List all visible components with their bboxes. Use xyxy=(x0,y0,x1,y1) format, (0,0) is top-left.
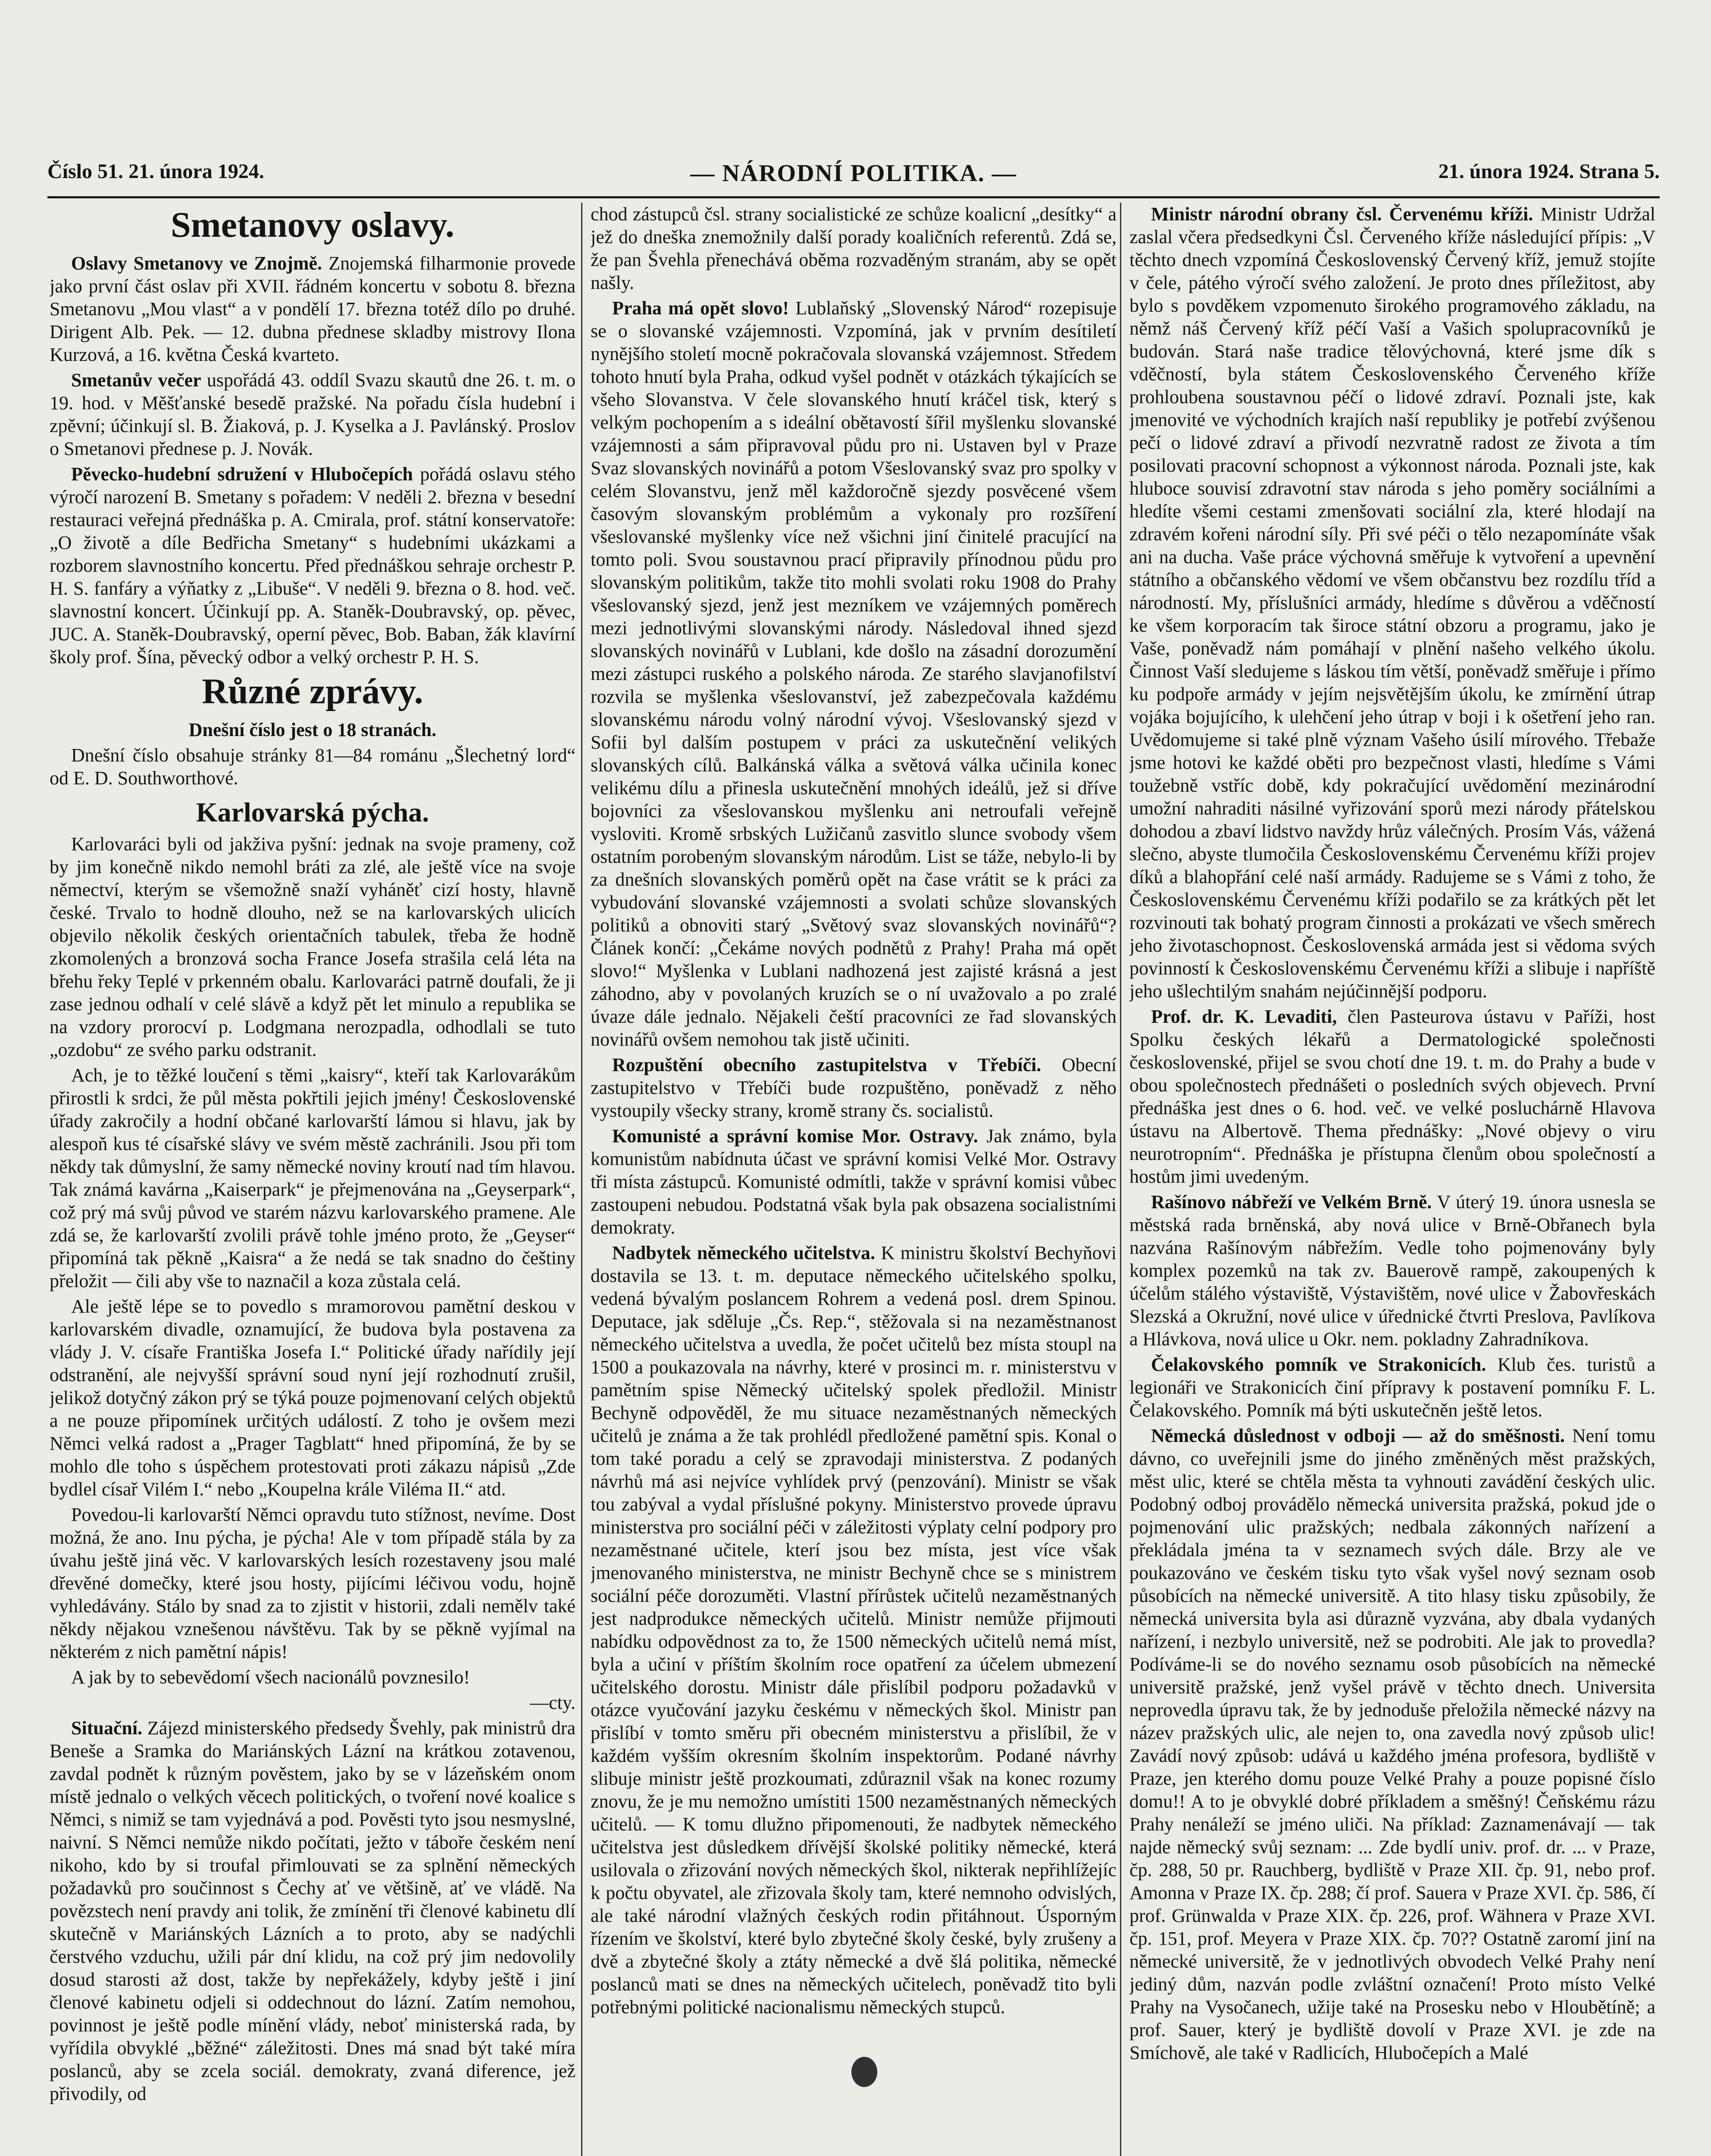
issue-number: Číslo 51. 21. února 1924. xyxy=(47,160,264,183)
article-paragraph: Německá důslednost v odboji — až do směšnosti. Není tomu dávno, co uveřejnili jsme do jiného změněných měst pražských, měst ulic, které se chtěla města ta vyhnouti zavádění českých ulic. Podobný odboj provádělo německá universita pražská, pokud jde o pojmenování ulic pražských; nedbala zákonných nařízení a překládala jména ta v seznamech svých dále. Brzy ale ve poukazováno ve českém tisku tyto však vyšel nový seznam osob působících na německé universitě. A tito hlasy tisku způsobily, že německá universita byla asi důrazně vyzvána, aby dbala vydaných nařízení, i nezbylo universitě, než se podrobiti. Ale jak to provedla? Podíváme-li se do nového seznamu osob působících na německé universitě pražské, jenž vyšel právě v těchto dnech. Universita neprovedla úpravu tak, že by jednoduše přeložila německé názvy na název pražských ulic, ale nejen to, ona zavedla nový způsob ulic! Zavádí nový způsob: udává u každého jména profesora, bydliště v Praze, jen kterého domu pouze Velké Prahy a pouze popisné číslo domu!! A to je obvyklé dobré příkladem a směšný! Čeňskému rázu Prahy nenáleží se jméno uliči. Na příklad: Zaznamenávají — tak najde německý svůj seznam: ... Zde bydlí univ. prof. dr. ... v Praze, čp. 288, 50 pr. Rauchberg, bydliště v Praze XII. čp. 91, nebo prof. Amonna v Praze IX. čp. 288; čí prof. Sauera v Praze XVI. čp. 586, čí prof. Grünwalda v Praze XIX. čp. 226, prof. Wähnera v Praze XVI. čp. 151, prof. Meyera v Praze XIX. čp. 70?? Ostatně zaromí jiní na německé universitě, že v jednotlivých obvodech Velké Prahy není jediný dům, nazván podle zvláštní označení! Proto místo Velké Prahy na Vysočanech, užije také na Prosesku nebo v Hloubětíně; a prof. Sauer, který je bydliště dovolí v Praze XVI. je zde na Smíchově, ale také v Radlicích, Hlubočepích a Malé xyxy=(1129,1425,1655,2063)
ink-blot xyxy=(851,2057,877,2087)
article-paragraph: Pěvecko-hudební sdružení v Hlubočepích pořádá oslavu stého výročí narození B. Smetany s pořadem: V neděli 2. března v besední restauraci veřejná přednáška p. A. Cmirala, prof. státní konservatoře: „O životě a díle Bedřicha Smetany“ s hudebními ukázkami a rozborem slavnostního koncertu. Před přednáškou sehraje orchestr P. H. S. fanfáry a výňatky z „Libuše“. V neděli 9. března o 8. hod. več. slavnostní koncert. Účinkují pp. A. Staněk-Doubravský, op. pěvec, JUC. A. Staněk-Doubravský, operní pěvec, Bob. Baban, žák klavírní školy prof. Šína, pěvecký odbor a velký orchestr P. H. S. xyxy=(50,464,576,667)
article-paragraph: A jak by to sebevědomí všech nacionálů povznesilo! xyxy=(71,1667,470,1688)
article-paragraph: Rozpuštění obecního zastupitelstva v Třebíči. Obecní zastupitelstvo v Třebíči bude rozpuštěno, poněvadž z něho vystoupily všecky strany, kromě strany čs. socialistů. xyxy=(591,1054,1117,1121)
author-signature: —cty. xyxy=(530,1692,576,1713)
column-divider xyxy=(1120,203,1121,2156)
article-paragraph: Rašínovo nábřeží ve Velkém Brně. V úterý 19. února usnesla se městská rada brněnská, aby nová ulice v Brně-Obřanech byla nazvána Rašínovým nábřežím. Vedle toho pojmenovány byly komplex pozemků na tak zv. Bauerově rampě, zakoupených k účelům stálého výstaviště, Výstavištěm, nové ulice v Žabovřeskách Slezská a Okružní, nové ulice v úřednické čtvrti Preslova, Pavlíkova a Hlávkova, nová ulice u Okr. nem. pokladny Zahradníkova. xyxy=(1129,1191,1655,1350)
article-paragraph: Praha má opět slovo! Lublaňský „Slovenský Národ“ rozepisuje se o slovanské vzájemnosti. Vzpomíná, jak v prvním desítiletí nynějšího století mocně pokračovala slovanská vzájemnost. Středem tohoto hnutí byla Praha, odkud vyšel podnět v otázkách týkajících se všeho Slovanstva. V čele slovanského hnutí kráčel tisk, který s velkým pochopením a s ideální obětavostí šířil myšlenku slovanské vzájemnosti a sám připravoval půdu pro ni. Ustaven byl v Praze Svaz slovanských novinářů a potom Všeslovanský svaz pro spolky v celém Slovanstvu, jenž měl každoročně sjezdy posvěcené všem časovým slovanským problémům a vykonaly pro rozšíření všeslovanské myšlenky více než všichni jiní činitelé pracující na tomto poli. Svou soustavnou prací připravily přínodnou půdu pro slovanským politikům, takže tito mohli svolati roku 1908 do Prahy všeslovanský sjezd, jenž jest mezníkem ve vzájemných poměrech mezi jednotlivými slovanskými národy. Následoval ihned sjezd slovanských novinářů v Lublani, kde došlo na zásadní dorozumění mezi zástupci ruského a polského národa. Ze starého slavjanofilství rozvila se myšlenka všeslovanství, jež zabezpečovala každému slovanskému národu volný národní vývoj. Všeslovanský sjezd v Sofii byl dalším postupem v práci za uskutečnění velikých slovanských cílů. Balkánská válka a světová válka učinila konec velikému dílu a přinesla uskutečnění mnohých ideálů, jež si dříve bojovníci za všeslovanskou myšlenku ani netroufali veřejně vysloviti. Kromě srbských Lužičanů zasvitlo slunce svobody všem ostatním porobeným slovanským národům. List se táže, nebylo-li by za dnešních slovanských poměrů opět na čase vrátit se k práci za vybudování slovanské vzájemnosti a svolati schůze slovanských politiků a obnoviti starý „Světový svaz slovanských novinářů“? Článek končí: „Čekáme nových podnětů z Prahy! Praha má opět slovo!“ Myšlenka v Lublani nadhozená jest zajisté krásná a jest záhodno, aby v povolaných kruzích se o ní uvažovalo a po zralé úvaze dále jednalo. Nějakeli čeští pracovníci ze řad slovanských novinářů ovšem nemohou tak jistě učiniti. xyxy=(591,298,1117,1050)
article-paragraph: Situační. Zájezd ministerského předsedy Švehly, pak ministrů dra Beneše a Sramka do Mariánských Lázní na krátkou zotavenou, zavdal podnět k různým pověstem, jako by se v lázeňském onom místě jednalo o velkých věcech politických, o tvoření nové koalice s Němci, s nimiž se tam vyjednává a pod. Pověsti tyto jsou nesmyslné, naivní. S Němci nemůže nikdo počítati, ježto v táboře českém není nikoho, kdo by si troufal přimlouvati se za splnění německých požadavků pro součinnost s Čechy ať ve většině, ať ve vládě. Na povězstech není pravdy ani tolik, že zmínění tři členové kabinetu dlí skutečně v Mariánských Lázních a to proto, aby se nadýchli čerstvého vzduchu, užili pár dní klidu, na což prý jim nedovolily dosud starosti až dost, takže by nepřekážely, kdyby ještě i jiní členové kabinetu odjeli si oddechnout do lázní. Zatím nemohou, povinnost je ještě podle mínění vlády, neboť ministerská rada, by vyřídila obvyklé „běžné“ záležitosti. Dnes má snad být také míra poslanců, aby se zcela sociál. demokraty, zvaná diference, jež přivodily, od xyxy=(50,1717,576,2104)
article-paragraph: Čelakovského pomník ve Strakonicích. Klub čes. turistů a legionáři ve Strakonicích činí přípravy k postavení pomníku F. L. Čelakovského. Pomník má býti uskutečněn ještě letos. xyxy=(1129,1354,1655,1421)
article-paragraph: Povedou-li karlovarští Němci opravdu tuto stížnost, nevíme. Dost možná, že ano. Inu pýcha, je pýcha! Ale v tom případě stála by za úvahu ještě jiná věc. V karlovarských lesích rozestaveny jsou malé dřevěné domečky, které jsou hosty, pijícími léčivou vodu, hojně vyhledávány. Stálo by snad za to zjistit v historii, zdali nemělv také někdy nějakou vznešenou návštěvu. Tak by se pěkně vyjímal na některém z nich pamětní nápis! xyxy=(50,1504,576,1662)
section-heading: Smetanovy oslavy. xyxy=(170,205,455,245)
article-paragraph: Ach, je to těžké loučení s těmi „kaisry“, kteří tak Karlovarákům přirostli k srdci, že půl města pokřtili jejich jmény! Československé úřady zakročily a hodní občané karlovarští lámou si hlavu, jak by alespoň kus té císařské slávy ve svém městě zachránili. Jsou při tom někdy tak důmyslní, že samy německé noviny kroutí nad tím hlavou. Tak známá kavárna „Kaiserpark“ je přejmenována na „Geyserpark“, což prý má svůj původ ve starém názvu karlovarského pramene. Ale zdá se, že karlovarští zvolili právě tohle jméno proto, že „Geyser“ připomíná tak pěkně „Kaisra“ a že nedá se tak snadno do češtiny přeložit — čili aby vše to naznačil a koza zůstala celá. xyxy=(50,1065,576,1291)
article-paragraph: Komunisté a správní komise Mor. Ostravy. Jak známo, byla komunistům nabídnuta účast ve správní komisi Velké Mor. Ostravy tři místa zástupců. Komunisté odmítli, takže v správní komisi vůbec zastoupeni nebudou. Podstatná však byla pak obsazena socialistními demokraty. xyxy=(591,1125,1117,1238)
article-paragraph: Nadbytek německého učitelstva. K ministru školství Bechyňovi dostavila se 13. t. m. deputace německého učitelského spolku, vedená bývalým poslancem Rohrem a vedená posl. drem Spinou. Deputace, jak sděluje „Čs. Rep.“, stěžovala si na nezaměstnanost německého učitelstva a uvedla, že počet učitelů bez místa stoupl na 1500 a poukazovala na návrhy, které v prosinci m. r. ministerstvu v pamětním spise Německý učitelský spolek předložil. Ministr Bechyně odpověděl, že mu situace nezaměstnaných německých učitelů je známa a že tak prohlédl předložené pamětní spis. Konal o tom také poradu a celý se zpravodaji ministerstva. Z podaných návrhů má asi nejvíce vyhlídek prvý (penzování). Ministr se však tou zabýval a vydal příslušné pokyny. Ministerstvo provede úpravu ministerstva pro sociální péči v záležitosti výplaty celní podpory pro nezaměstnané učitele, kterí jsou bez místa, jest více však jmenovaného ministerstva, ne ministr Bechyně chce se s ministrem sociální péče dorozuměti. Vlastní přírůstek učitelů nezaměstnaných jest nadprodukce německých učitelů. Ministr nemůže přijmouti nabídku odpovědnost za to, že 1500 německých učitelů nemá míst, byla a učiní v příštím školním roce opatření za účelem ubmezení učitelského dorostu. Ministr dále přislíbil podporu požadavků v otázce vyučování jazyku českému v německých škol. Ministr pan přislíbí v tomto směru při obecném ministerstvu a přislíbil, že v každém vyšším okresním školním inspektorům. Podané návrhy slibuje ministr ještě prozkoumati, zdůraznil však na konec rozumy znovu, že je mu nemožno umístiti 1500 nezaměstnaných německých učitelů. — K tomu dlužno připomenouti, že nadbytek německého učitelstva jest důsledkem dřívější školské politiky německé, která usilovala o zřizování nových německých škol, nikterak nepřihlížejíc k počtu obyvatel, ale zřizovala školy tam, které nemnoho odvislých, ale také národní vlažných českých rodin přitáhnout. Úsporným řízením ve školství, které bylo zbytečné školy české, byly zrušeny a dvě a zbytečné školy a ztáty německé a dvě šlá politika, německé poslanců mati se dnes na německých učitelech, poněvadž tito byli potřebnými politické nacionalismu německých stupců. xyxy=(591,1242,1117,2018)
page-number: 21. února 1924. Strana 5. xyxy=(1438,160,1660,183)
article-lead: Dnešní číslo jest o 18 stranách. xyxy=(188,719,437,740)
newspaper-title: — NÁRODNÍ POLITIKA. — xyxy=(690,160,1017,187)
article-paragraph: Ale ještě lépe se to povedlo s mramorovou pamětní deskou v karlovarském divadle, oznamující, že budova byla postavena za vlády J. V. císaře Františka Josefa I.“ Politické úřady nařídily její odstranění, ale nejvyšší správní soud nyní její rozhodnutí zrušil, jelikož dotyčný zákon prý se týká pouze pojmenovaní celých objektů a ne pouze připomínek určitých událostí. Z toho je ovšem mezi Němci velká radost a „Prager Tagblatt“ hned připomíná, že by se mohlo dle toho s úspěchem protestovati proti zákazu nápisů „Zde bydlel císař Vilém I.“ nebo „Koupelna krále Viléma II.“ atd. xyxy=(50,1296,576,1500)
masthead xyxy=(47,160,1660,194)
masthead-rule xyxy=(47,196,1660,198)
article-paragraph: Karlovaráci byli od jakživa pyšní: jednak na svoje prameny, což by jim konečně nikdo nemohl bráti za zlé, ale ještě více na svoje němectví, kterým se všemožně snaží vyháněť cizí hosty, hlavně české. Trvalo to hodně dlouho, než se na karlovarských ulicích objevilo několik českých orientačních tabulek, třeba že hodně zkomolených a bronzová socha France Josefa strašila celá léta na břehu řeky Teplé v prkenném obalu. Karlovaráci patrně doufali, že ji zase jednou odhalí v celé slávě a když pět let minulo a republika se na vzdory prorocví p. Lodgmana nerozpadla, odhodlali se tuto „ozdobu“ ze svého parku odstranit. xyxy=(50,834,576,1060)
article-paragraph: Smetanův večer uspořádá 43. oddíl Svazu skautů dne 26. t. m. o 19. hod. v Měšťanské besedě pražské. Na pořadu čísla hudební i zpěvní; účinkují sl. B. Žiaková, p. J. Kyselka a J. Pavlánský. Proslov o Smetanovi přednese p. J. Novák. xyxy=(50,370,576,459)
article-paragraph: Prof. dr. K. Levaditi, člen Pasteurova ústavu v Paříži, host Spolku českých lékařů a Dermatologické společnosti československé, přijel se svou chotí dne 19. t. m. do Prahy a bude v obou společnostech přednášeti o posledních svých objevech. První přednáška jest dnes o 6. hod. več. ve velké posluchárně Hlavova ústavu na Albertově. Thema přednášky: „Nové objevy o viru neurotropním“. Přednáška je přístupna členům obou společností a hostům jimi uvedeným. xyxy=(1129,1006,1655,1187)
column-3 xyxy=(1129,203,1655,2156)
column-divider xyxy=(581,203,582,2156)
column-2 xyxy=(591,203,1117,2156)
article-paragraph: chod zástupců čsl. strany socialistické ze schůze koalicní „desítky“ a jež do dneška znemožnily další porady koaličních referentů. Zdá se, že pan Švehla přenechává oběma rozvaděným stranám, aby se opět našly. xyxy=(591,204,1117,293)
article-heading: Karlovarská pýcha. xyxy=(196,797,429,827)
article-paragraph: Ministr národní obrany čsl. Červenému kříži. Ministr Udržal zaslal včera předsedkyni Čsl. Červeného kříže následující přípis: „V těchto dnech vzpomíná Československý Červený kříž, jemuž stojíte v čele, pátého výročí svého založení. Je proto dnes příležitost, aby bylo s povděkem vzpomenuto širokého programového základu, na němž náš Červený kříž péčí Vaší a Vašich spolupracovníků je budován. Stará naše tradice tělovýchovná, které jsme dík s vděčností, byla státem Československého Červeného kříže prohloubena soustavnou péčí o lidové zdraví. Poznali jste, kak jmenovité ve východních krajích naší republiky je potřebí zvýšenou pečí o lidové zdraví a přivodí nezvratně radost ze života a tím posilovati pracovní schopnost a výkonnost národa. Poznali jste, kak hluboce souvisí zdravotní stav národa s jeho poměry sociálními a hledíte všemi cestami zmenšovati sociální zla, které hlodají na zdravém kořeni národní síly. Při své péči o tělo nezapomínáte však ani na ducha. Vaše práce výchovná směřuje k vytvoření a upevnění státního a občanského vědomí ve všem občanstvu bez rozdílu tříd a národností. My, příslušníci armády, hledíme s důvěrou a vděčností ke všem korporacím tak široce státní obzoru a programu, jako je Vaše, poněvadž nám pomáhají v plnění našeho velkého úkolu. Činnost Vaší sledujeme s láskou tím větší, poněvadž směřuje i přímo ku podpoře armády v jejím nejsvětějším úkolu, ke zmírnění útrap vojáka bojujícího, k ulehčení jeho útrap v boji i k ošetření jeho ran. Uvědomujeme si také plně význam Vašeho úsilí mírového. Třebaže jsme hotovi ke každé oběti pro bezpečnost vlasti, hledíme s Vámi toužebně vstříc době, kdy pokračující uvědomění mezinárodní umožní nahraditi násilné vyřizování sporů mezi národy přátelskou dohodou a zbaví lidstvo navždy hrůz válečných. Prosím Vás, vážená slečno, abyste tlumočila Československému Červenému kříži projev díků a blahopřání celé naší armády. Radujeme se s Vámi z toho, že Československému Červenému kříži podařilo se za krátkých pět let rozvinouti tak bohatý program činnosti a prokázati ve všech směrech jeho životaschopnost. Československá armáda jest si vědoma svých povinností k Československému Červenému kříži a slibuje i napříště jeho ušlechtilým snahám nejúčinnější podporu. xyxy=(1129,204,1655,1002)
column-1 xyxy=(50,203,576,2156)
section-heading: Různé zprávy. xyxy=(202,671,423,711)
article-paragraph: Oslavy Smetanovy ve Znojmě. Znojemská filharmonie provede jako první část oslav při XVII. řádném koncertu v sobotu 8. března Smetanovu „Mou vlast“ a v pondělí 17. března totéž dílo po druhé. Dirigent Alb. Pek. — 12. dubna přednese skladby mistrovy Ilona Kurzová, a 16. května Česká kvarteto. xyxy=(50,253,576,365)
article-paragraph: Dnešní číslo obsahuje stránky 81—84 románu „Šlechetný lord“ od E. D. Southworthové. xyxy=(50,745,576,789)
